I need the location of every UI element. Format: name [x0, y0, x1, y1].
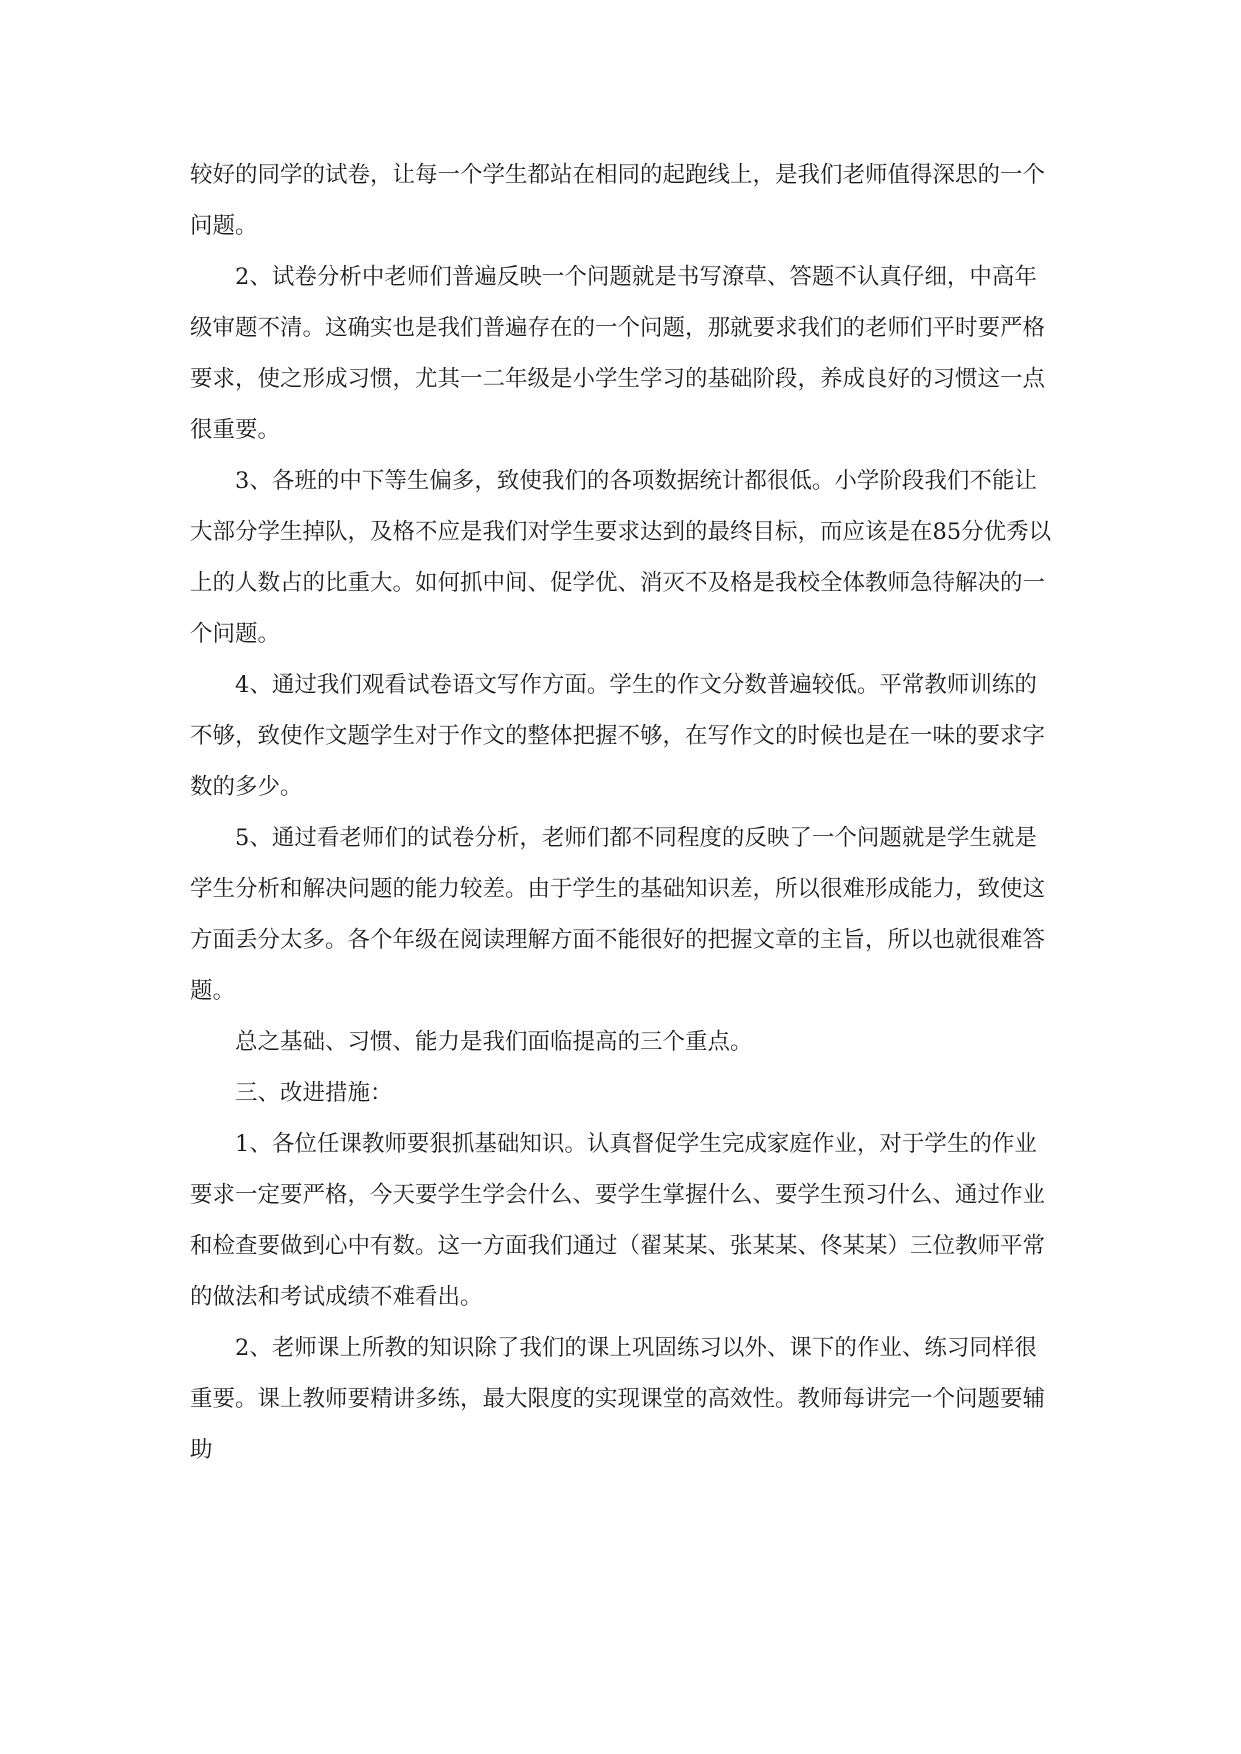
paragraph-item-4: 4、通过我们观看试卷语文写作方面。学生的作文分数普遍较低。平常教师训练的不够，致使作文题学生对于作文的整体把握不够，在写作文的时候也是在一味的要求字数的多少。	[190, 672, 1046, 800]
paragraph-item-5: 5、通过看老师们的试卷分析，老师们都不同程度的反映了一个问题就是学生就是学生分析和解决问题的能力较差。由于学生的基础知识差，所以很难形成能力，致使这方面丢分太多。各个年级在阅读理解方面不能很好的把握文章的主旨，所以也就很难答题。	[190, 825, 1046, 1004]
paragraph-continuation: 较好的同学的试卷，让每一个学生都站在相同的起跑线上，是我们老师值得深思的一个问题。	[190, 162, 1046, 239]
section-heading-improvements: 三、改进措施：	[235, 1080, 393, 1106]
document-body	[190, 150, 1056, 1476]
paragraph-measure-2: 2、老师课上所教的知识除了我们的课上巩固练习以外、课下的作业、练习同样很重要。课上教师要精讲多练，最大限度的实现课堂的高效性。教师每讲完一个问题要辅助	[190, 1335, 1046, 1463]
paragraph-item-2: 2、试卷分析中老师们普遍反映一个问题就是书写潦草、答题不认真仔细，中高年级审题不清。这确实也是我们普遍存在的一个问题，那就要求我们的老师们平时要严格要求，使之形成习惯，尤其一二年级是小学生学习的基础阶段，养成良好的习惯这一点很重要。	[190, 264, 1046, 443]
paragraph-item-3: 3、各班的中下等生偏多，致使我们的各项数据统计都很低。小学阶段我们不能让大部分学生掉队，及格不应是我们对学生要求达到的最终目标，而应该是在85分优秀以上的人数占的比重大。如何抓中间、促学优、消灭不及格是我校全体教师急待解决的一个问题。	[190, 468, 1052, 647]
paragraph-measure-1: 1、各位任课教师要狠抓基础知识。认真督促学生完成家庭作业，对于学生的作业要求一定要严格，今天要学生学会什么、要学生掌握什么、要学生预习什么、通过作业和检查要做到心中有数。这一方面我们通过（翟某某、张某某、佟某某）三位教师平常的做法和考试成绩不难看出。	[190, 1131, 1046, 1310]
paragraph-summary: 总之基础、习惯、能力是我们面临提高的三个重点。	[235, 1029, 753, 1055]
